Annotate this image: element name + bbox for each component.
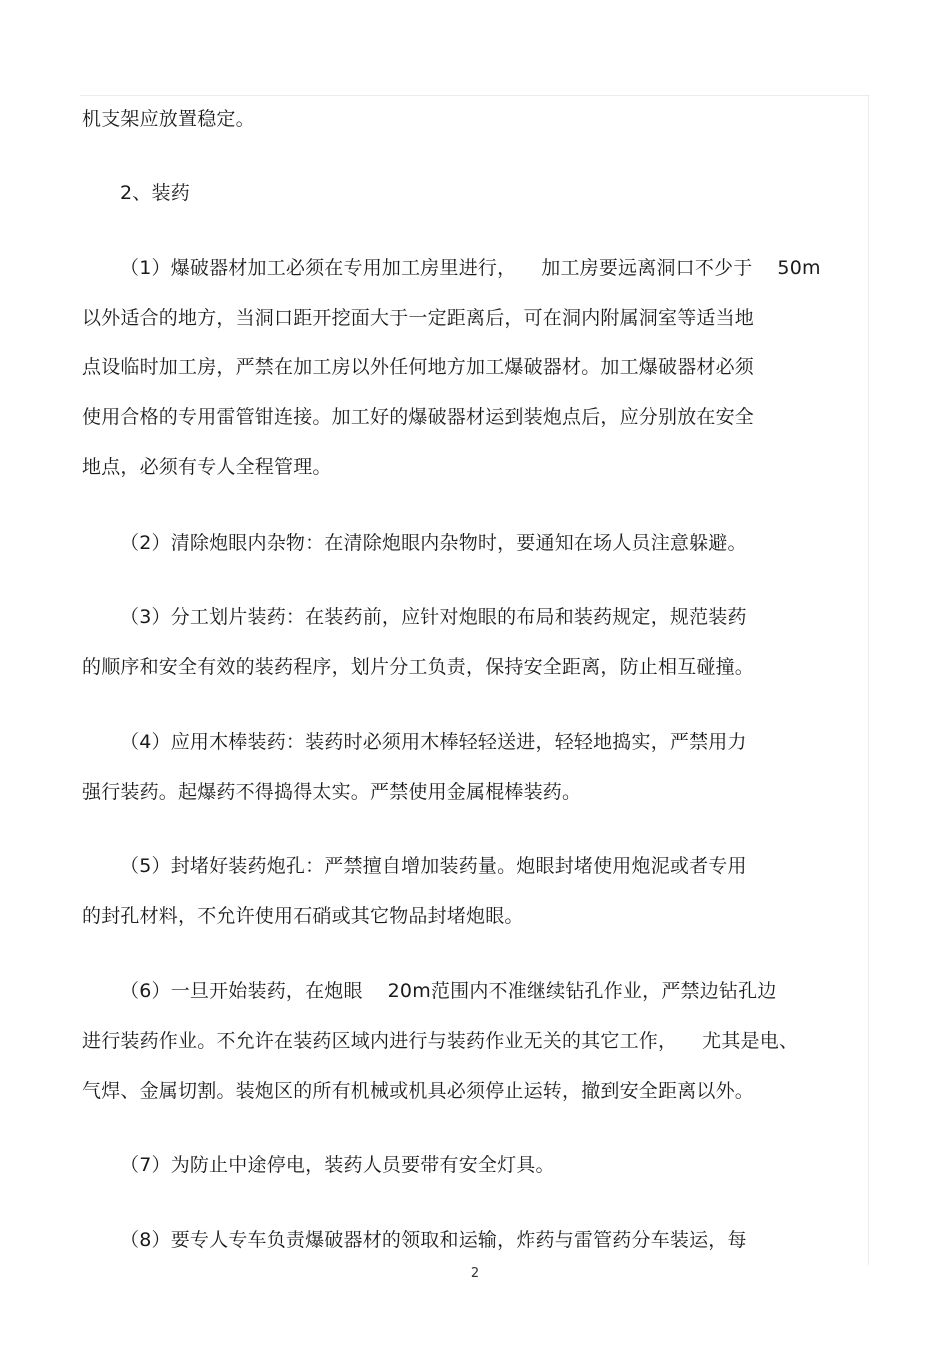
- text-line: 进行装药作业。不允许在装药区域内进行与装药作业无关的其它工作， 尤其是电、: [82, 1030, 799, 1052]
- text-line: 机支架应放置稳定。: [82, 108, 255, 130]
- text-line: 使用合格的专用雷管钳连接。加工好的爆破器材运到装炮点后，应分别放在安全: [82, 406, 755, 428]
- text-line: （5）封堵好装药炮孔：严禁擅自增加装药量。炮眼封堵使用炮泥或者专用: [120, 855, 747, 877]
- text-line: 气焊、金属切割。装炮区的所有机械或机具必须停止运转，撤到安全距离以外。: [82, 1080, 755, 1102]
- text-line: （8）要专人专车负责爆破器材的领取和运输，炸药与雷管药分车装运，每: [120, 1229, 747, 1251]
- text-line: （1）爆破器材加工必须在专用加工房里进行， 加工房要远离洞口不少于 50m: [120, 257, 821, 279]
- text-line: 强行装药。起爆药不得捣得太实。严禁使用金属棍棒装药。: [82, 781, 582, 803]
- text-line: （3）分工划片装药：在装药前，应针对炮眼的布局和装药规定，规范装药: [120, 606, 747, 628]
- text-line: 的顺序和安全有效的装药程序，划片分工负责，保持安全距离，防止相互碰撞。: [82, 656, 755, 678]
- text-line: （2）清除炮眼内杂物：在清除炮眼内杂物时，要通知在场人员注意躲避。: [120, 532, 747, 554]
- text-line: 点设临时加工房，严禁在加工房以外任何地方加工爆破器材。加工爆破器材必须: [82, 356, 755, 378]
- text-line: （4）应用木棒装药：装药时必须用木棒轻轻送进，轻轻地捣实，严禁用力: [120, 731, 747, 753]
- section-heading: 2、装药: [120, 182, 190, 204]
- text-line: （7）为防止中途停电，装药人员要带有安全灯具。: [120, 1154, 555, 1176]
- text-line: 以外适合的地方，当洞口距开挖面大于一定距离后，可在洞内附属洞室等适当地: [82, 307, 755, 329]
- text-line: （6）一旦开始装药，在炮眼 20m范围内不准继续钻孔作业，严禁边钻孔边: [120, 980, 777, 1002]
- page-frame-top: [80, 95, 870, 96]
- text-line: 地点，必须有专人全程管理。: [82, 456, 332, 478]
- page-number: 2: [470, 1266, 480, 1281]
- page-frame-right: [868, 95, 869, 1265]
- text-line: 的封孔材料，不允许使用石硝或其它物品封堵炮眼。: [82, 905, 524, 927]
